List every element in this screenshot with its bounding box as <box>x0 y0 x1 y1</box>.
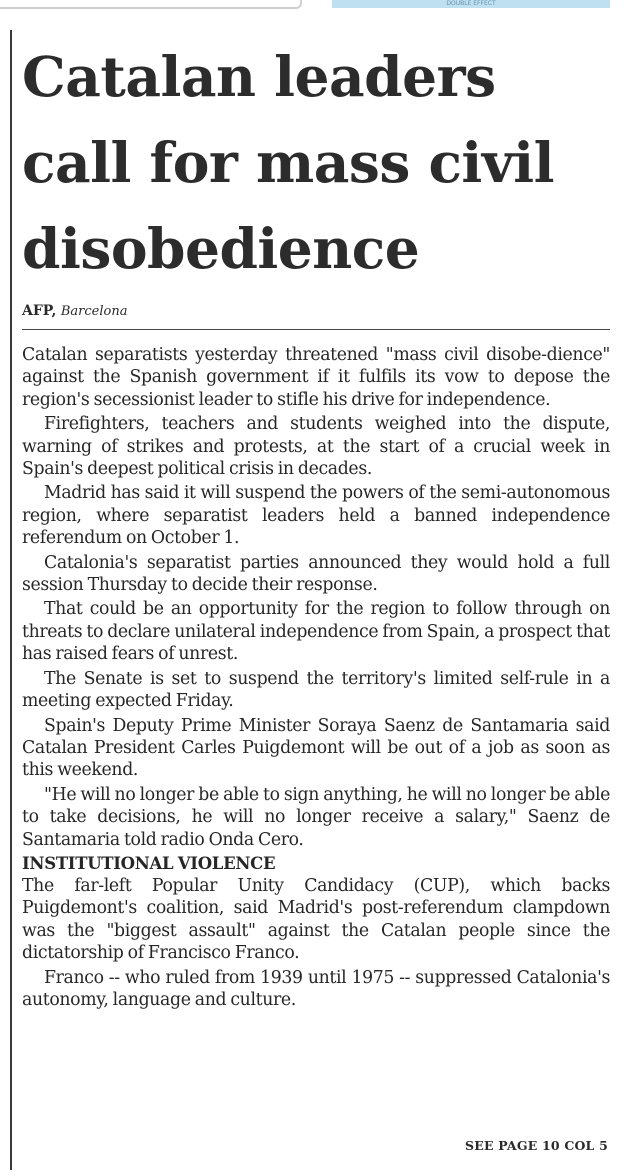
section-tag-banner <box>332 0 610 8</box>
headline-line-1: Catalan leaders <box>22 44 496 109</box>
byline-agency: AFP, <box>22 303 57 319</box>
article-headline <box>22 34 622 292</box>
paragraph-7: Spain's Deputy Prime Minister Soraya Saenz de Santamaria said Catalan President Carles Puigdemont will be out of a job as soon as this weekend. <box>22 715 610 781</box>
paragraph-5: That could be an opportunity for the region to follow through on threats to declare unilateral independence from Spain, a prospect that has raised fears of unrest. <box>22 599 610 665</box>
byline-divider <box>22 329 610 330</box>
paragraph-8: "He will no longer be able to sign anything, he will no longer be able to take decisions, he will no longer receive a salary," Saenz de Santamaria told radio Onda Cero. <box>22 784 610 850</box>
paragraph-6: The Senate is set to suspend the territory's limited self-rule in a meeting expected Friday. <box>22 668 610 712</box>
paragraph-1: Catalan separatists yesterday threatened "mass civil disobe-dience" against the Spanish government if it fulfils its vow to depose the region's secessionist leader to stifle his drive for independence. <box>22 345 610 410</box>
previous-article-border <box>0 0 302 9</box>
byline <box>22 303 127 319</box>
paragraph-9: The far-left Popular Unity Candidacy (CUP), which backs Puigdemont's coalition, said Madrid's post-referendum clampdown was the "biggest assault" against the Catalan people since the dictatorship of Francisco Franco. <box>22 875 610 964</box>
paragraph-3: Madrid has said it will suspend the powers of the semi-autonomous region, where separatist leaders held a banned independence referendum on October 1. <box>22 483 610 549</box>
headline-line-2: call for mass civil <box>22 130 555 195</box>
paragraph-2: Firefighters, teachers and students weighed into the dispute, warning of strikes and protests, at the start of a crucial week in Spain's deepest political crisis in decades. <box>22 414 610 480</box>
column-rule <box>10 30 12 1170</box>
article-body <box>22 344 610 1013</box>
article-subhead: INSTITUTIONAL VIOLENCE <box>22 853 276 873</box>
paragraph-10: Franco -- who ruled from 1939 until 1975 -- suppressed Catalonia's autonomy, language and culture. <box>22 967 610 1010</box>
paragraph-4: Catalonia's separatist parties announced they would hold a full session Thursday to decide their response. <box>22 552 610 596</box>
continuation-reference: SEE PAGE 10 COL 5 <box>465 1138 608 1153</box>
section-tag: DOUBLE EFFECT <box>446 0 496 7</box>
byline-location: Barcelona <box>60 304 128 319</box>
headline-line-3: disobedience <box>22 216 420 281</box>
